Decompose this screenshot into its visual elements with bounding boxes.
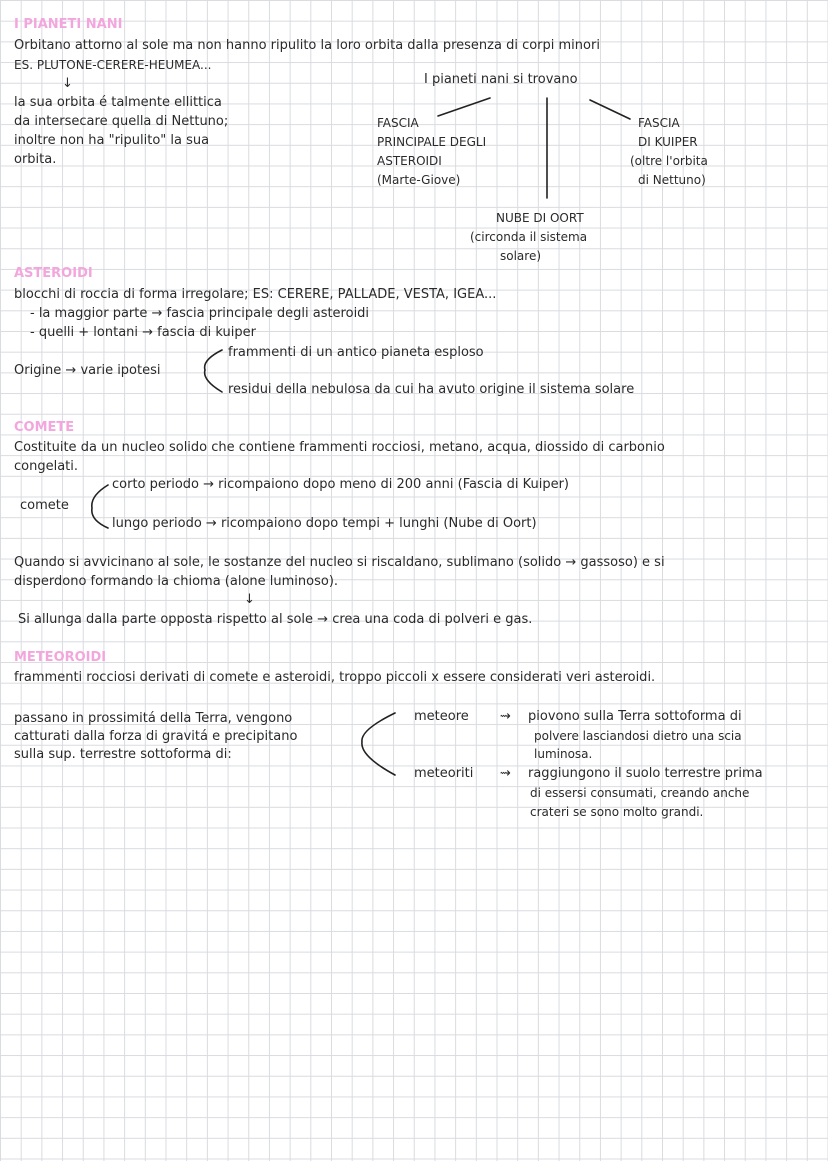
meteore-label: meteore [414, 709, 469, 724]
meteoroidi-heading: METEOROIDI [14, 650, 107, 665]
fascia-principale-line: FASCIA [377, 116, 419, 130]
fascia-principale-line: ASTEROIDI [377, 154, 442, 168]
pianeti-nani-heading: I PIANETI NANI [14, 17, 123, 32]
comete-label: comete [20, 498, 69, 513]
comete-sun-text: disperdono formando la chioma (alone luminoso). [14, 574, 339, 589]
comete-brace [92, 485, 108, 528]
fascia-kuiper-line: (oltre l'orbita [630, 154, 708, 168]
asteroidi-definition: blocchi di roccia di forma irregolare; ES: CERERE, PALLADE, VESTA, IGEA... [14, 287, 497, 302]
asteroidi-origine-label: Origine → varie ipotesi [14, 363, 161, 378]
meteore-text-line: polvere lasciandosi dietro una scia [534, 729, 742, 743]
pianeti-nani-definition: Orbitano attorno al sole ma non hanno ripulito la loro orbita dalla presenza di corpi minori [14, 38, 600, 53]
meteore-text-line: luminosa. [534, 747, 593, 761]
asteroidi-hypothesis: frammenti di un antico pianeta esploso [228, 345, 484, 360]
pianeti-nani-found-title: I pianeti nani si trovano [424, 72, 578, 87]
meteoriti-arrow: ⇝ [500, 766, 511, 781]
down-arrow: ↓ [244, 592, 255, 607]
comete-sun-text: Quando si avvicinano al sole, le sostanze del nucleo si riscaldano, sublimano (solido → gassoso) e si [14, 555, 665, 570]
meteoriti-label: meteoriti [414, 766, 474, 781]
fascia-kuiper-line: DI KUIPER [638, 135, 698, 149]
nube-oort-line: NUBE DI OORT [496, 211, 584, 225]
asteroidi-location-far: - quelli + lontani → fascia di kuiper [30, 325, 256, 340]
line-to-fascia-kuiper [590, 100, 630, 119]
nube-oort-line: (circonda il sistema [470, 230, 588, 244]
meteoriti-text-line: di essersi consumati, creando anche [530, 786, 750, 800]
meteore-arrow: ⇝ [500, 709, 511, 724]
meteoriti-text-line: raggiungono il suolo terrestre prima [528, 766, 763, 781]
pluto-note-line: da intersecare quella di Nettuno; [14, 114, 229, 129]
pluto-note-line: inoltre non ha "ripulito" la sua [14, 133, 210, 148]
asteroidi-hypothesis: residui della nebulosa da cui ha avuto origine il sistema solare [228, 382, 635, 397]
fascia-kuiper-line: di Nettuno) [638, 173, 706, 187]
nube-oort-line: solare) [500, 249, 542, 263]
fascia-principale-line: (Marte-Giove) [377, 173, 461, 187]
meteoroidi-definition: frammenti rocciosi derivati di comete e asteroidi, troppo piccoli x essere considerati veri asteroidi. [14, 670, 656, 685]
line-to-fascia-principale [438, 98, 490, 116]
meteoriti-text-line: crateri se sono molto grandi. [530, 805, 704, 819]
meteoroidi-note-line: passano in prossimitá della Terra, vengono [14, 711, 293, 726]
asteroidi-heading: ASTEROIDI [14, 266, 93, 281]
pluto-note-line: la sua orbita é talmente ellittica [14, 95, 222, 110]
meteoroidi-note-line: catturati dalla forza di gravitá e precipitano [14, 729, 298, 744]
comete-lungo-periodo: lungo periodo → ricompaiono dopo tempi + lunghi (Nube di Oort) [112, 516, 537, 531]
comete-definition-cont: congelati. [14, 459, 79, 474]
fascia-principale-line: PRINCIPALE DEGLI [377, 135, 487, 149]
fascia-kuiper-line: FASCIA [638, 116, 680, 130]
comete-tail-text: Si allunga dalla parte opposta rispetto al sole → crea una coda di polveri e gas. [18, 612, 533, 627]
comete-heading: COMETE [14, 420, 75, 435]
comete-corto-periodo: corto periodo → ricompaiono dopo meno di 200 anni (Fascia di Kuiper) [112, 477, 569, 492]
pianeti-nani-examples: ES. PLUTONE-CERERE-HEUMEA... [14, 58, 212, 72]
meteore-text-line: piovono sulla Terra sottoforma di [528, 709, 742, 724]
comete-definition: Costituite da un nucleo solido che contiene frammenti rocciosi, metano, acqua, diossido di carbonio [14, 440, 665, 455]
pluto-note-line: orbita. [14, 152, 57, 167]
asteroidi-location-main: - la maggior parte → fascia principale degli asteroidi [30, 306, 370, 321]
meteoroidi-note-line: sulla sup. terrestre sottoforma di: [14, 747, 232, 762]
down-arrow: ↓ [62, 76, 73, 91]
origine-brace [205, 350, 222, 392]
meteoroidi-brace [362, 713, 395, 775]
